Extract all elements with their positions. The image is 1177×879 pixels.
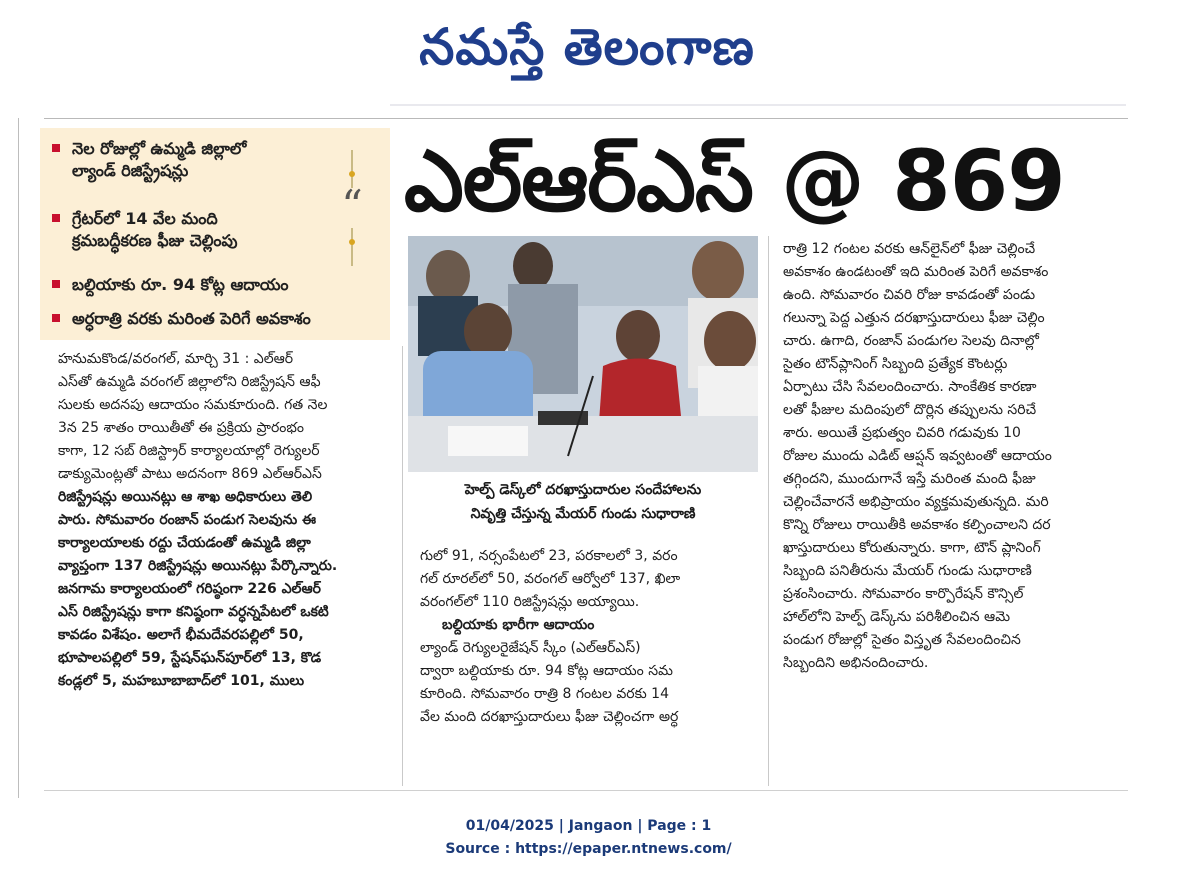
photo-caption [408, 472, 758, 534]
text-line: ఏర్పాటు చేసి సేవలందించారు. సాంకేతిక కారణా [783, 379, 1037, 395]
top-rule [390, 104, 1126, 106]
highlight-item: బల్దియాకు రూ. 94 కోట్ల ఆదాయం [52, 274, 289, 296]
text-line: అవకాశం ఉండటంతో ఇది మరింత పెరిగే అవకాశం [783, 264, 1049, 280]
text-line: గలున్నా పెద్ద ఎత్తున దరఖాస్తుదారులు ఫీజు చెల్లిం [783, 310, 1045, 326]
text-line: సులకు అదనపు ఆదాయం సమకూరుంది. గత నెల [58, 397, 328, 413]
svg-text:“: “ [341, 181, 363, 230]
text-line: వరంగల్‌లో 110 రిజిస్ట్రేషన్లు అయ్యాయి. [420, 594, 640, 610]
text-line: కాగా, 12 సబ్ రిజిస్ట్రార్ కార్యాలయాల్లో రెగ్యులర్ [58, 443, 320, 459]
text-line: కార్యాలయాలకు రద్దు చేయడంతో ఉమ్మడి జిల్లా [58, 535, 311, 551]
text-line: గల్ రూరల్‌లో 50, వరంగల్ ఆర్వోలో 137, ఖిలా [420, 571, 681, 587]
caption-line: నివృత్తి చేస్తున్న మేయర్ గుండు సుధారాణి [470, 506, 696, 522]
text-line: ద్వారా బల్దియాకు రూ. 94 కోట్ల ఆదాయం సమ [420, 663, 673, 679]
highlight-item: నెల రోజుల్లో ఉమ్మడి జిల్లాలో ల్యాండ్ రిజిస్ట్రేషన్లు [52, 138, 246, 182]
text-line: శారు. అయితే ప్రభుత్వం చివరి గడువుకు 10 [783, 425, 1021, 441]
footer-source-link[interactable]: Source : https://epaper.ntnews.com/ [445, 841, 732, 857]
masthead-title: నమస్తే తెలంగాణ [419, 18, 755, 76]
bullet-square-icon [52, 144, 60, 152]
text-line: పండుగ రోజుల్లో సైతం విస్తృత సేవలందించిన [783, 632, 1021, 648]
text-line: వేల మంది దరఖాస్తుదారులు ఫీజు చెల్లించగా అర్ధ [420, 709, 679, 725]
footer-rule [44, 790, 1128, 791]
highlight-item: గ్రేటర్‌లో 14 వేల మంది క్రమబద్ధీకరణ ఫీజు చెల్లింపు [52, 208, 237, 252]
masthead-logo [382, 2, 792, 90]
text-line: చెల్లించేవారనే అభిప్రాయం వ్యక్తమవుతున్నది. మరి [783, 494, 1049, 510]
text-line: హాల్‌లోని హెల్ప్ డెస్క్‌ను పరిశీలించిన ఆమె [783, 609, 1011, 625]
article-column-2 [420, 545, 760, 729]
left-margin-rule [18, 118, 19, 798]
text-line: రాత్రి 12 గంటల వరకు ఆన్‌లైన్‌లో ఫీజు చెల్లించే [783, 241, 1036, 257]
column-divider [402, 346, 403, 786]
caption-line: హెల్ప్ డెస్క్‌లో దరఖాస్తుదారుల సందేహాలను [464, 482, 702, 498]
text-line: హనుమకొండ/వరంగల్, మార్చి 31 : ఎల్‌ఆర్ [58, 351, 294, 367]
text-line: కొన్ని రోజులు రాయితీకి అవకాశం కల్పించాలని దర [783, 517, 1051, 533]
text-line: వ్యాప్తంగా 137 రిజిస్ట్రేషన్లు అయినట్లు పేర్కొన్నారు. [58, 558, 338, 574]
text-line: ఎస్ రిజిస్ట్రేషన్లు కాగా కనిష్ఠంగా వర్ధన్నపేటలో ఒకటి [58, 604, 329, 620]
text-line: కావడం విశేషం. అలాగే భీమదేవరపల్లిలో 50, [58, 627, 304, 643]
text-line: ఉంది. సోమవారం చివరి రోజు కావడంతో పండు [783, 287, 1036, 303]
text-line: భూపాలపల్లిలో 59, స్టేషన్‌ఘన్‌పూర్‌లో 13, కొడ [58, 650, 322, 666]
bullet-square-icon [52, 314, 60, 322]
bullet-square-icon [52, 280, 60, 288]
text-line: 3న 25 శాతం రాయితీతో ఈ ప్రక్రియ ప్రారంభం [58, 420, 304, 436]
text-line: ఎస్‌తో ఉమ్మడి వరంగల్ జిల్లాలోని రిజిస్ట్రేషన్ ఆఫీ [58, 374, 321, 390]
text-line: తగ్గిందని, ముందుగానే ఇస్తే మరింత మంది ఫీజు [783, 471, 1036, 487]
text-line: పారు. సోమవారం రంజాన్ పండుగ సెలవును ఈ [58, 512, 317, 528]
text-line: జనగామ కార్యాలయంలో గరిష్ఠంగా 226 ఎల్‌ఆర్ [58, 581, 321, 597]
news-photo [408, 236, 758, 472]
text-line: డాక్యుమెంట్లతో పాటు అదనంగా 869 ఎల్‌ఆర్‌ఎస్ [58, 466, 322, 482]
text-line: కండ్లలో 5, మహబూబాబాద్‌లో 101, ములు [58, 673, 305, 689]
highlight-item: అర్ధరాత్రి వరకు మరింత పెరిగే అవకాశం [52, 308, 311, 330]
subheading: బల్దియాకు భారీగా ఆదాయం [442, 617, 595, 633]
headline: ఎల్‌ఆర్‌ఎస్ @ 869 [404, 132, 1065, 230]
text-line: సిబ్బంది పనితీరును మేయర్ గుండు సుధారాణి [783, 563, 1032, 579]
column-divider [768, 236, 769, 786]
text-line: చారు. ఉగాది, రంజాన్ పండుగల సెలవు దినాల్లో [783, 333, 1039, 349]
text-line: సైతం టౌన్‌ప్లానింగ్ సిబ్బంది ప్రత్యేక కౌంటర్లు [783, 356, 1008, 372]
article-column-1 [58, 348, 388, 693]
text-line: లతో ఫీజుల మదింపులో దొర్లిన తప్పులను సరిచే [783, 402, 1037, 418]
text-line: రిజిస్ట్రేషన్లు అయినట్లు ఆ శాఖ అధికారులు తెలి [58, 489, 313, 505]
article-column-3 [783, 238, 1123, 675]
text-line: ఖాస్తుదారులు కోరుతున్నారు. కాగా, టౌన్ ప్లానింగ్ [783, 540, 1041, 556]
text-line: సిబ్బందిని అభినందించారు. [783, 655, 929, 671]
text-line: ల్యాండ్ రెగ్యులరైజేషన్ స్కీం (ఎల్‌ఆర్‌ఎస్) [420, 640, 641, 656]
bullet-square-icon [52, 214, 60, 222]
masthead-divider [44, 118, 1128, 119]
text-line: గులో 91, నర్సంపేటలో 23, పరకాలలో 3, వరం [420, 548, 678, 564]
text-line: కూరింది. సోమవారం రాత్రి 8 గంటల వరకు 14 [420, 686, 669, 702]
footer-date-edition: 01/04/2025 | Jangaon | Page : 1 [465, 818, 712, 834]
text-line: రోజుల ముందు ఎడిట్ ఆప్షన్ ఇవ్వటంతో ఆదాయం [783, 448, 1052, 464]
quote-ornament-icon [332, 148, 372, 268]
text-line: ప్రశంసించారు. సోమవారం కార్పొరేషన్ కౌన్సిల్ [783, 586, 1024, 602]
